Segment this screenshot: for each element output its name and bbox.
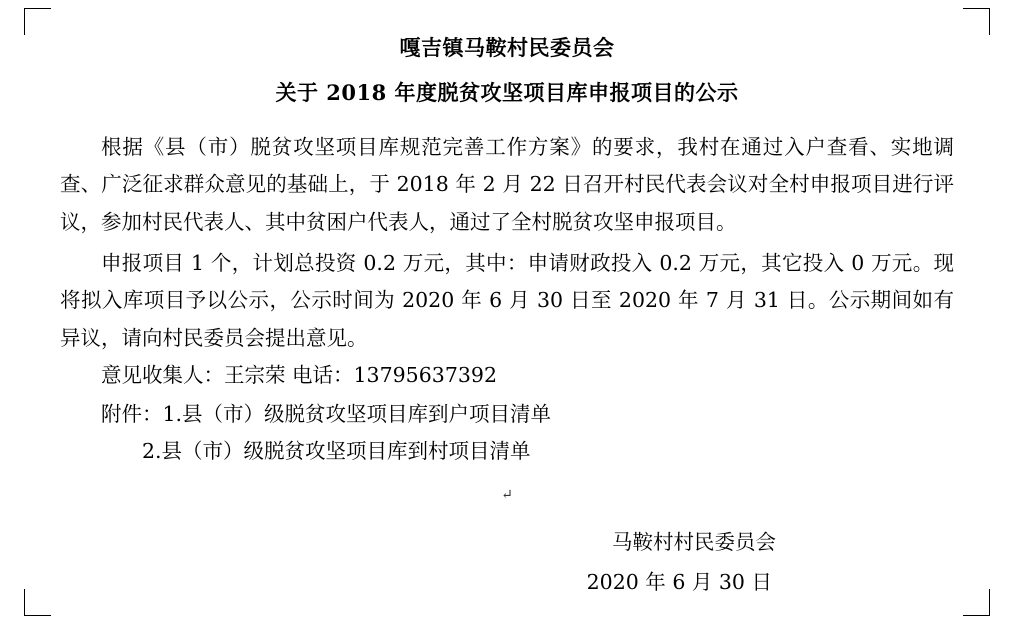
document-title-subject: 关于 2018 年度脱贫攻坚项目库申报项目的公示 (275, 79, 739, 105)
crop-mark-bottom-right (963, 589, 990, 616)
document-body (60, 26, 954, 603)
signature-organization: 马鞍村村民委员会 (612, 529, 776, 554)
crop-mark-top-right (963, 8, 990, 35)
paragraph-mark: ↵ (501, 486, 513, 503)
attachment-line-2: 2.县（市）级脱贫攻坚项目库到村项目清单 (142, 439, 531, 464)
crop-mark-bottom-left (24, 589, 51, 616)
signature-date: 2020 年 6 月 30 日 (586, 569, 772, 594)
paragraph-project-details: 申报项目 1 个，计划总投资 0.2 万元，其中：申请财政投入 0.2 万元，其它投入 0 万元。现将拟入库项目予以公示，公示时间为 2020 年 6 月 30 日至 2020 年 7 月 31 日。公示期间如有异议，请向村民委员会提出意见。 (60, 250, 954, 350)
contact-line: 意见收集人：王宗荣 电话：13795637392 (101, 362, 497, 387)
attachment-line-1: 附件：1.县（市）级脱贫攻坚项目库到户项目清单 (101, 402, 552, 427)
document-title-organization: 嘎吉镇马鞍村民委员会 (399, 35, 615, 60)
paragraph-basis: 根据《县（市）脱贫攻坚项目库规范完善工作方案》的要求，我村在通过入户查看、实地调查、广泛征求群众意见的基础上，于 2018 年 2 月 22 日召开村民代表会议对全村申报项目进行评议，参加村民代表人、其中贫困户代表人，通过了全村脱贫攻坚申报项目。 (60, 135, 954, 234)
crop-mark-top-left (24, 8, 51, 35)
